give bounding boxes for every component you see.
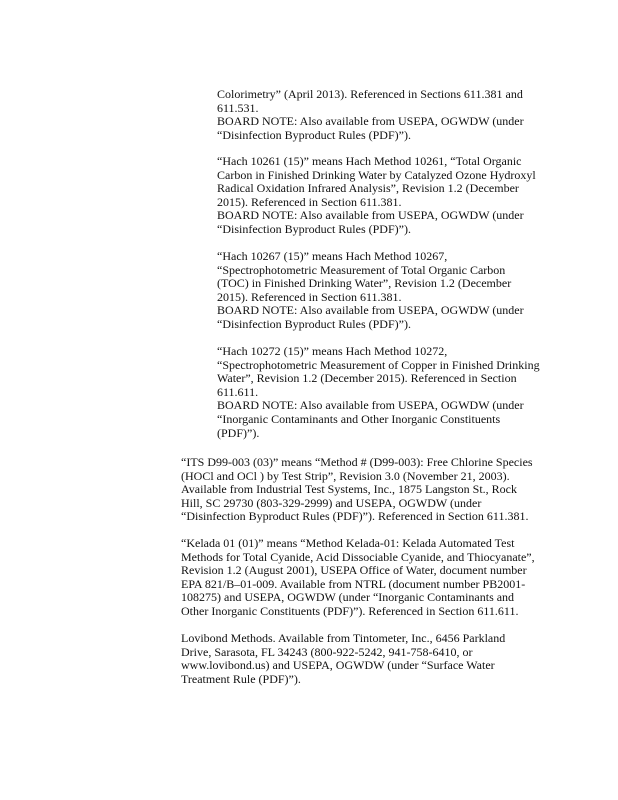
text-line: “Disinfection Byproduct Rules (PDF)”). Referenced in Section 611.381. xyxy=(181,509,529,524)
text-line: “Disinfection Byproduct Rules (PDF)”). xyxy=(217,221,411,236)
text-line: Water”, Revision 1.2 (December 2015). Referenced in Section xyxy=(217,371,517,386)
paragraph-its-d99-003 xyxy=(181,456,541,524)
text-line: “Spectrophotometric Measurement of Total Organic Carbon xyxy=(217,262,506,277)
text-line: “Inorganic Contaminants and Other Inorganic Constituents xyxy=(217,411,501,426)
text-line: Treatment Rule (PDF)”). xyxy=(181,671,301,686)
text-line: 611.531. xyxy=(217,100,259,115)
text-line: (PDF)”). xyxy=(217,425,260,440)
text-line: (HOCl and OCl ) by Test Strip”, Revision 3.0 (November 21, 2003). xyxy=(181,468,510,483)
text-line: 2015). Referenced in Section 611.381. xyxy=(217,194,402,209)
paragraph-hach-10267 xyxy=(217,250,547,332)
text-line: 2015). Referenced in Section 611.381. xyxy=(217,289,402,304)
paragraph-hach-10272 xyxy=(217,345,547,440)
text-line: “Hach 10272 (15)” means Hach Method 10272, xyxy=(217,344,448,358)
paragraph-kelada-01 xyxy=(181,537,541,619)
text-line: 611.611. xyxy=(217,384,259,399)
paragraph-colorimetry-continuation xyxy=(217,88,547,142)
text-line: “Hach 10261 (15)” means Hach Method 10261, “Total Organic xyxy=(217,154,522,168)
text-line: BOARD NOTE: Also available from USEPA, OGWDW (under xyxy=(217,208,524,223)
paragraph-hach-10261 xyxy=(217,155,547,237)
text-line: “Disinfection Byproduct Rules (PDF)”). xyxy=(217,316,411,331)
text-line: “ITS D99-003 (03)” means “Method # (D99-003): Free Chlorine Species xyxy=(181,455,533,469)
text-line: Hill, SC 29730 (803-329-2999) and USEPA, OGWDW (under xyxy=(181,495,482,510)
text-line: “Kelada 01 (01)” means “Method Kelada-01: Kelada Automated Test xyxy=(181,536,515,550)
text-line: Other Inorganic Constituents (PDF)”). Referenced in Section 611.611. xyxy=(181,603,519,618)
text-line: Available from Industrial Test Systems, Inc., 1875 Langston St., Rock xyxy=(181,482,518,497)
text-line: Colorimetry” (April 2013). Referenced in Sections 611.381 and xyxy=(217,87,523,101)
text-line: BOARD NOTE: Also available from USEPA, OGWDW (under xyxy=(217,303,524,318)
text-line: BOARD NOTE: Also available from USEPA, OGWDW (under xyxy=(217,114,524,129)
text-line: (TOC) in Finished Drinking Water”, Revision 1.2 (December xyxy=(217,276,512,291)
text-line: Methods for Total Cyanide, Acid Dissociable Cyanide, and Thiocyanate”, xyxy=(181,549,535,564)
text-line: “Disinfection Byproduct Rules (PDF)”). xyxy=(217,127,411,142)
text-line: www.lovibond.us) and USEPA, OGWDW (under “Surface Water xyxy=(181,658,495,673)
text-line: “Hach 10267 (15)” means Hach Method 10267, xyxy=(217,249,448,263)
text-line: Revision 1.2 (August 2001), USEPA Office of Water, document number xyxy=(181,563,527,578)
text-line: “Spectrophotometric Measurement of Copper in Finished Drinking xyxy=(217,357,540,372)
text-line: Carbon in Finished Drinking Water by Catalyzed Ozone Hydroxyl xyxy=(217,167,536,182)
text-line: EPA 821/B–01-009. Available from NTRL (document number PB2001- xyxy=(181,576,526,591)
text-line: Lovibond Methods. Available from Tintometer, Inc., 6456 Parkland xyxy=(181,631,506,645)
paragraph-lovibond-methods xyxy=(181,632,541,686)
text-line: BOARD NOTE: Also available from USEPA, OGWDW (under xyxy=(217,398,524,413)
text-line: Radical Oxidation Infrared Analysis”, Revision 1.2 (December xyxy=(217,181,519,196)
text-line: 108275) and USEPA, OGWDW (under “Inorganic Contaminants and xyxy=(181,590,515,605)
text-line: Drive, Sarasota, FL 34243 (800-922-5242, 941-758-6410, or xyxy=(181,644,473,659)
